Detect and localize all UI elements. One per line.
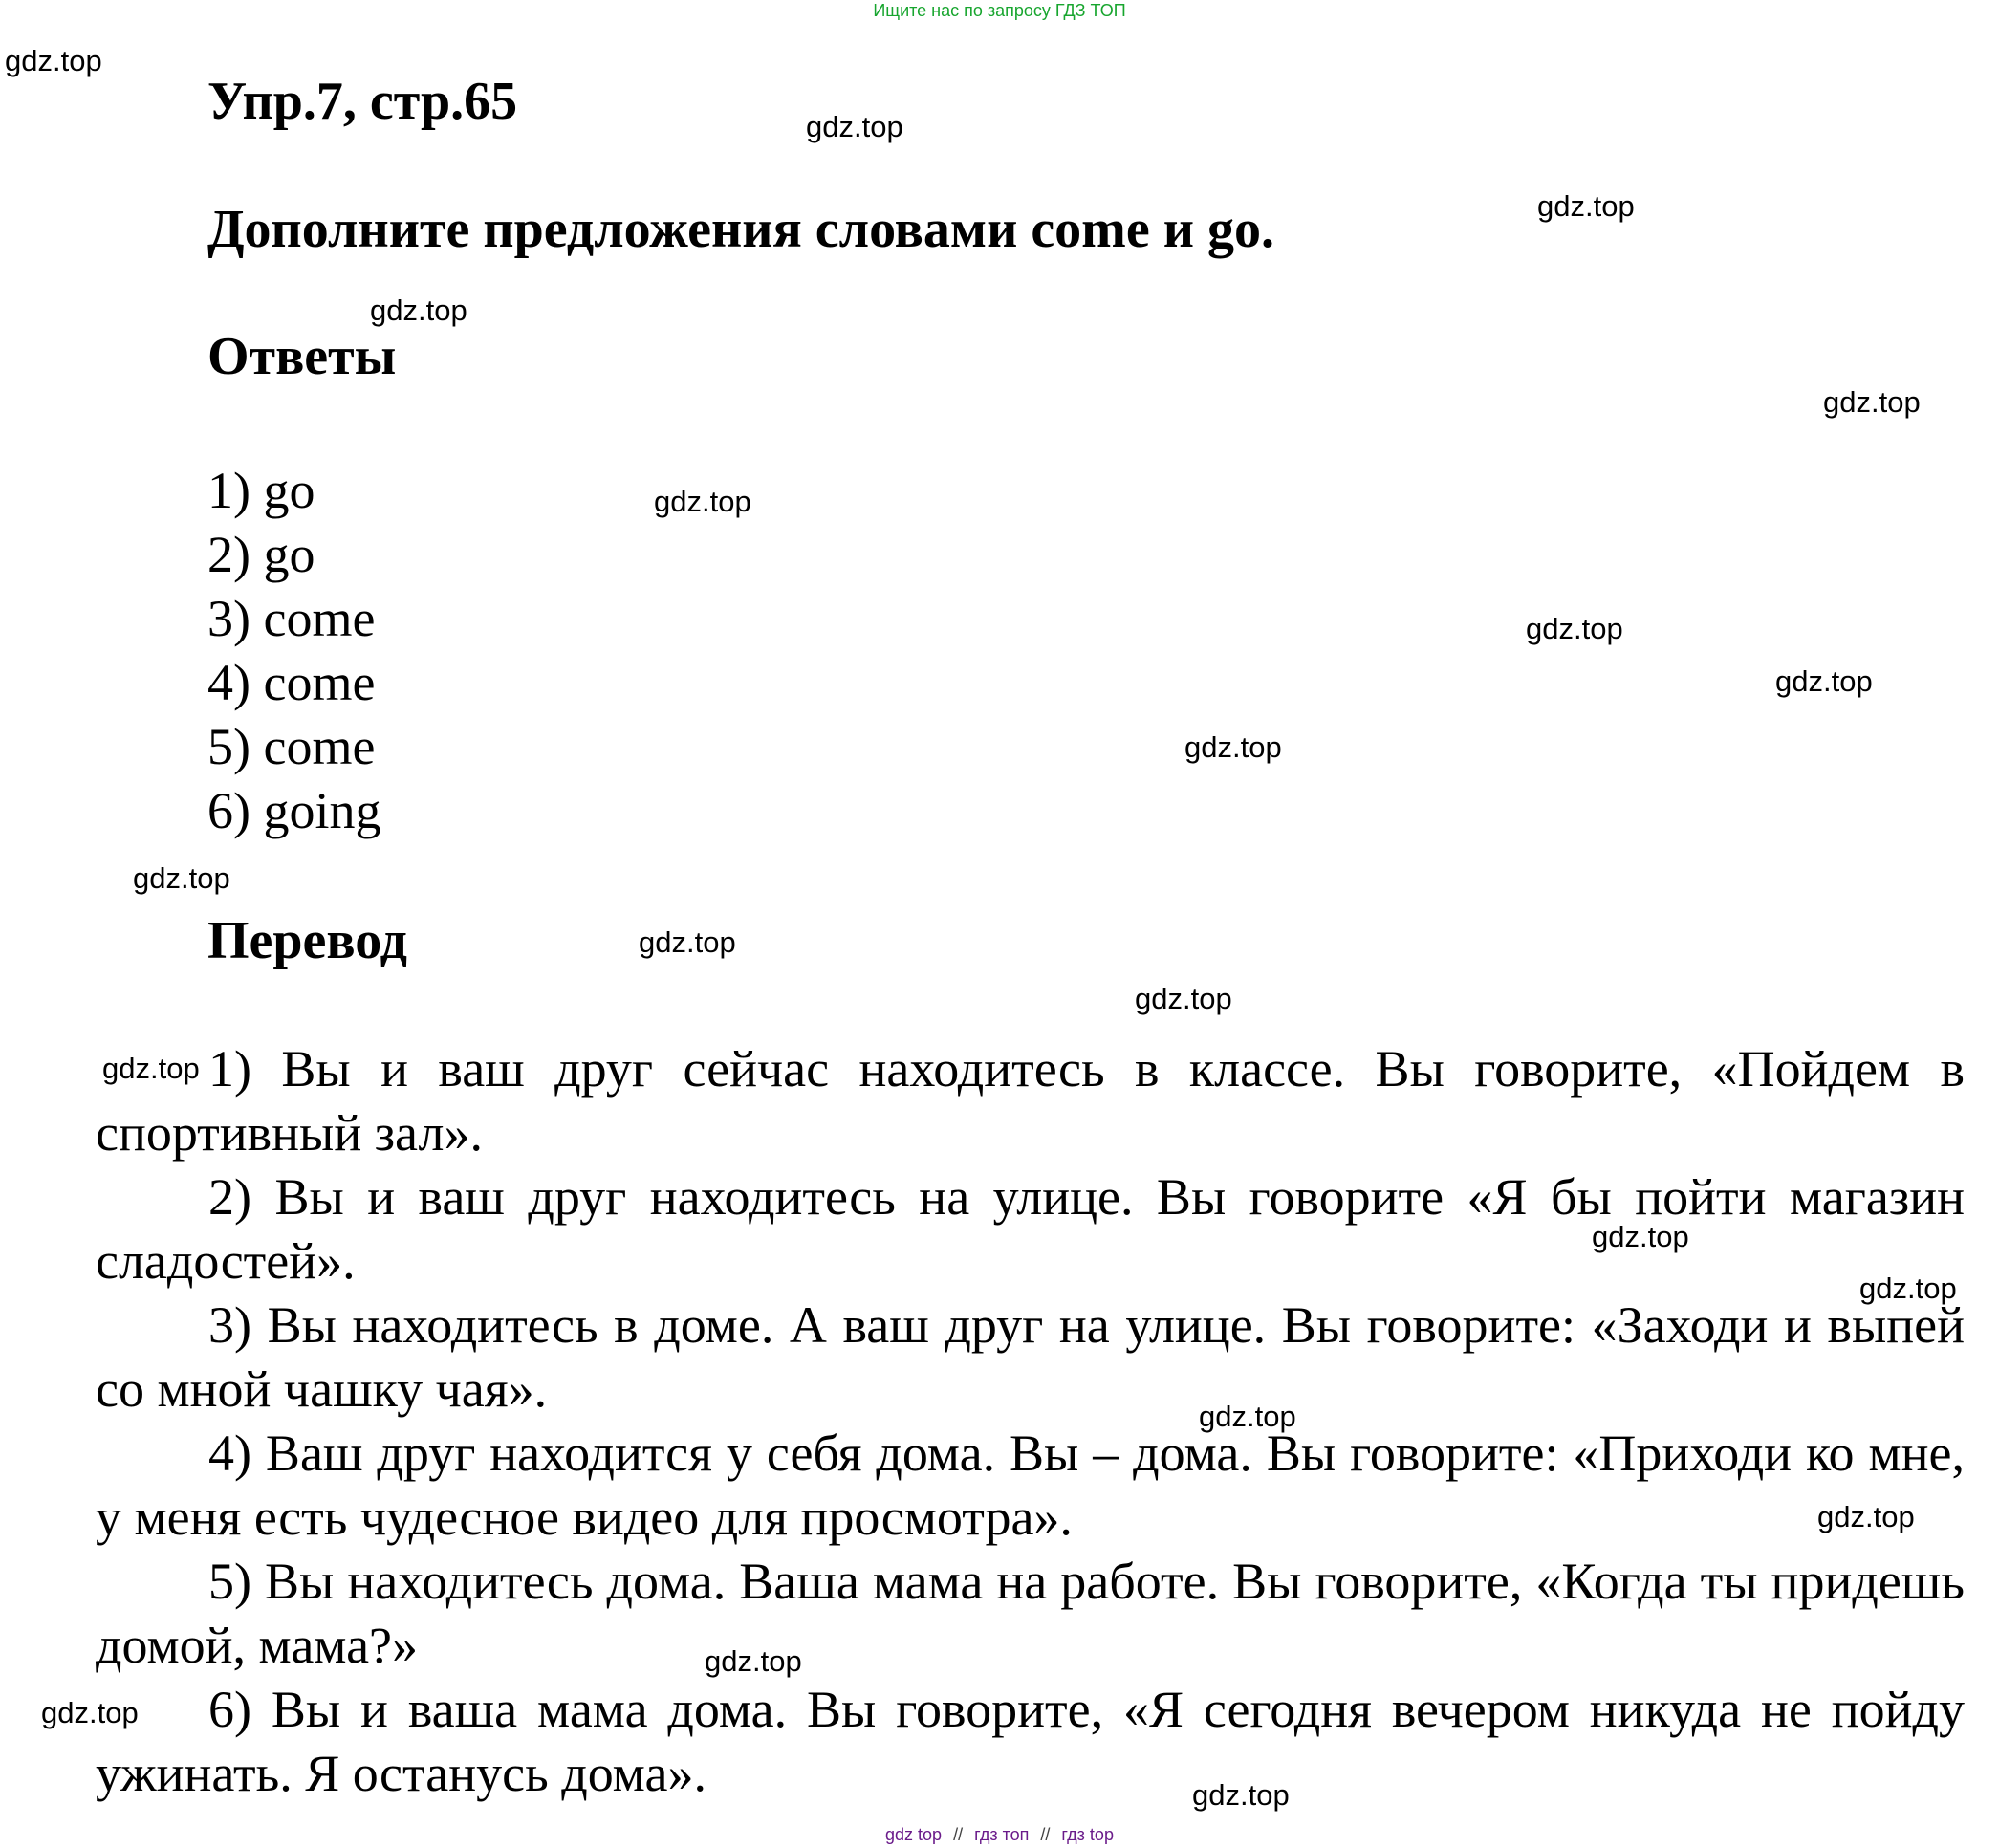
watermark: gdz.top	[1199, 1400, 1296, 1433]
watermark: gdz.top	[1859, 1272, 1957, 1305]
watermark: gdz.top	[1592, 1220, 1689, 1253]
watermark: gdz.top	[133, 861, 230, 895]
watermark: gdz.top	[5, 44, 102, 77]
watermark: gdz.top	[1135, 982, 1232, 1015]
watermark: gdz.top	[1775, 664, 1873, 698]
watermark: gdz.top	[705, 1644, 802, 1678]
bottom-banner	[0, 1826, 1999, 1843]
bottom-banner-text: гдз топ	[974, 1825, 1030, 1844]
watermark: gdz.top	[1537, 189, 1635, 223]
translation-item: 2) Вы и ваш друг находитесь на улице. Вы говорите «Я бы пойти магазин сладостей».	[96, 1168, 1965, 1290]
answer-item: 2) go	[207, 526, 315, 583]
translation-item: 5) Вы находитесь дома. Ваша мама на работе. Вы говорите, «Когда ты придешь домой, мама?»	[96, 1553, 1965, 1674]
watermark: gdz.top	[806, 110, 903, 143]
watermark: gdz.top	[639, 925, 736, 959]
exercise-title: Упр.7, стр.65	[207, 72, 518, 131]
top-banner: Ищите нас по запросу ГДЗ ТОП	[873, 1, 1126, 20]
translation-item: 1) Вы и ваш друг сейчас находитесь в классе. Вы говорите, «Пойдем в спортивный зал».	[96, 1040, 1965, 1162]
translation-item: 3) Вы находитесь в доме. А ваш друг на улице. Вы говорите: «Заходи и выпей со мной чашку чая».	[96, 1296, 1965, 1418]
watermark: gdz.top	[1184, 730, 1282, 764]
task-text: Дополните предложения словами come и go.	[207, 200, 1274, 259]
watermark: gdz.top	[41, 1696, 139, 1729]
watermark: gdz.top	[1817, 1500, 1915, 1533]
watermark: gdz.top	[1526, 612, 1623, 645]
watermark: gdz.top	[654, 485, 751, 518]
translation-item: 4) Ваш друг находится у себя дома. Вы – дома. Вы говорите: «Приходи ко мне, у меня есть чудесное видео для просмотра».	[96, 1424, 1965, 1546]
bottom-banner-text: гдз top	[1061, 1825, 1114, 1844]
bottom-banner-text: gdz top	[885, 1825, 943, 1844]
translation-body	[96, 1037, 1965, 1806]
answers-heading: Ответы	[207, 327, 397, 386]
translation-item: 6) Вы и ваша мама дома. Вы говорите, «Я сегодня вечером никуда не пойду ужинать. Я останусь дома».	[96, 1681, 1965, 1802]
bottom-banner-separator: //	[953, 1825, 964, 1844]
answer-item: 3) come	[207, 590, 376, 647]
bottom-banner-separator: //	[1040, 1825, 1051, 1844]
watermark: gdz.top	[370, 294, 467, 327]
watermark: gdz.top	[1823, 385, 1921, 419]
answer-item: 5) come	[207, 718, 376, 775]
translation-heading: Перевод	[207, 911, 407, 970]
answer-item: 6) going	[207, 782, 381, 839]
answer-item: 1) go	[207, 462, 315, 519]
watermark: gdz.top	[1192, 1778, 1290, 1812]
answers-list	[207, 459, 381, 843]
watermark: gdz.top	[102, 1052, 200, 1085]
answer-item: 4) come	[207, 654, 376, 711]
